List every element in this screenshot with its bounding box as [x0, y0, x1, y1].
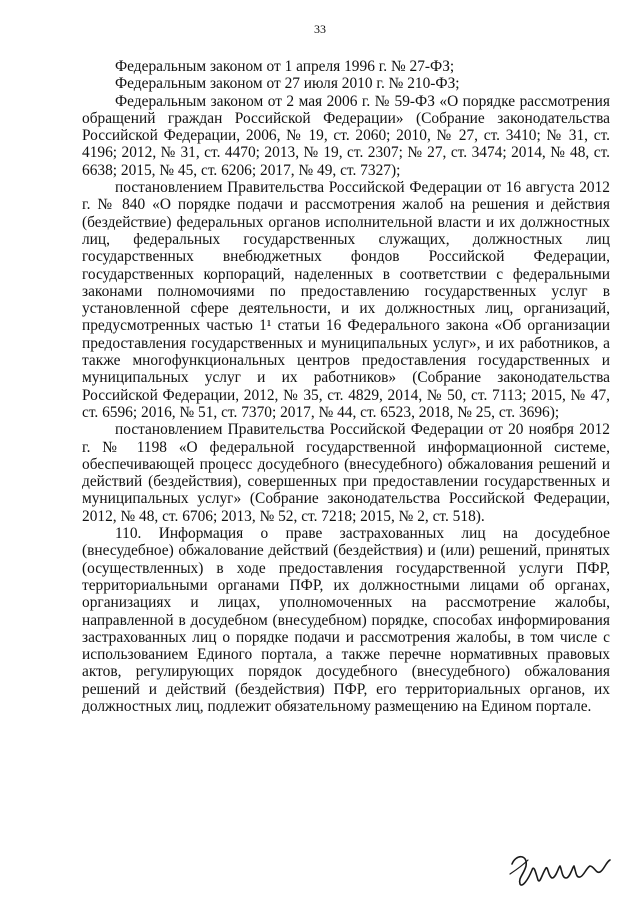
paragraph-item-110: 110. Информация о праве застрахованных лиц на досудебное (внесудебное) обжалование действий (бездействия) и (или) решений, принятых (осуществленных) в ходе предоставления государственной услуги ПФР, территориальными органами ПФР, их должностными лицами об органах, организациях и лицах, уполномоченных на рассмотрение жалобы, направленной в досудебном (внесудебном) порядке, способах информирования застрахованных лиц о порядке подачи и рассмотрения жалобы, в том числе с использованием Единого портала, а также перечне нормативных правовых актов, регулирующих порядок досудебного (внесудебного) обжалования решений и действий (бездействия) ПФР, его территориальных органов, их должностных лиц, подлежит обязательному размещению на Едином портале. — [82, 525, 610, 715]
page-number: 33 — [314, 22, 326, 36]
paragraph-resolution-840: постановлением Правительства Российской Федерации от 16 августа 2012 г. № 840 «О порядке подачи и рассмотрения жалоб на решения и действия (бездействие) федеральных органов исполнительной власти и их должностных лиц, федеральных государственных служащих, должностных лиц государственных внебюджетных фондов Российской Федерации, государственных корпораций, наделенных в соответствии с федеральными законами полномочиями по предоставлению государственных услуг в установленной сфере деятельности, и их должностных лиц, организаций, предусмотренных частью 1¹ статьи 16 Федерального закона «Об организации предоставления государственных и муниципальных услуг», и их работников, а также многофункциональных центров предоставления государственных и муниципальных услуг и их работников» (Собрание законодательства Российской Федерации, 2012, № 35, ст. 4829, 2014, № 50, ст. 7113; 2015, № 47, ст. 6596; 2016, № 51, ст. 7370; 2017, № 44, ст. 6523, 2018, № 25, ст. 3696); — [82, 179, 610, 421]
paragraph-law-27fz: Федеральным законом от 1 апреля 1996 г. № 27-ФЗ; — [115, 58, 455, 75]
paragraph-resolution-1198: постановлением Правительства Российской Федерации от 20 ноября 2012 г. № 1198 «О федеральной государственной информационной системе, обеспечивающей процесс досудебного (внесудебного) обжалования решений и действий (бездействия), совершенных при предоставлении государственных и муниципальных услуг» (Собрание законодательства Российской Федерации, 2012, № 48, ст. 6706; 2013, № 52, ст. 7218; 2015, № 2, ст. 518). — [82, 421, 610, 525]
paragraph-law-210fz: Федеральным законом от 27 июля 2010 г. № 210-ФЗ; — [115, 75, 460, 93]
handwritten-signature — [506, 844, 616, 894]
paragraph-law-59fz: Федеральным законом от 2 мая 2006 г. № 59-ФЗ «О порядке рассмотрения обращений граждан Российской Федерации» (Собрание законодательства Российской Федерации, 2006, № 19, ст. 2060; 2010, № 27, ст. 3410; № 31, ст. 4196; 2012, № 31, ст. 4470; 2013, № 19, ст. 2307; № 27, ст. 3474; 2014, № 48, ст. 6638; 2015, № 45, ст. 6206; 2017, № 49, ст. 7327); — [82, 92, 610, 179]
document-body — [82, 58, 610, 715]
